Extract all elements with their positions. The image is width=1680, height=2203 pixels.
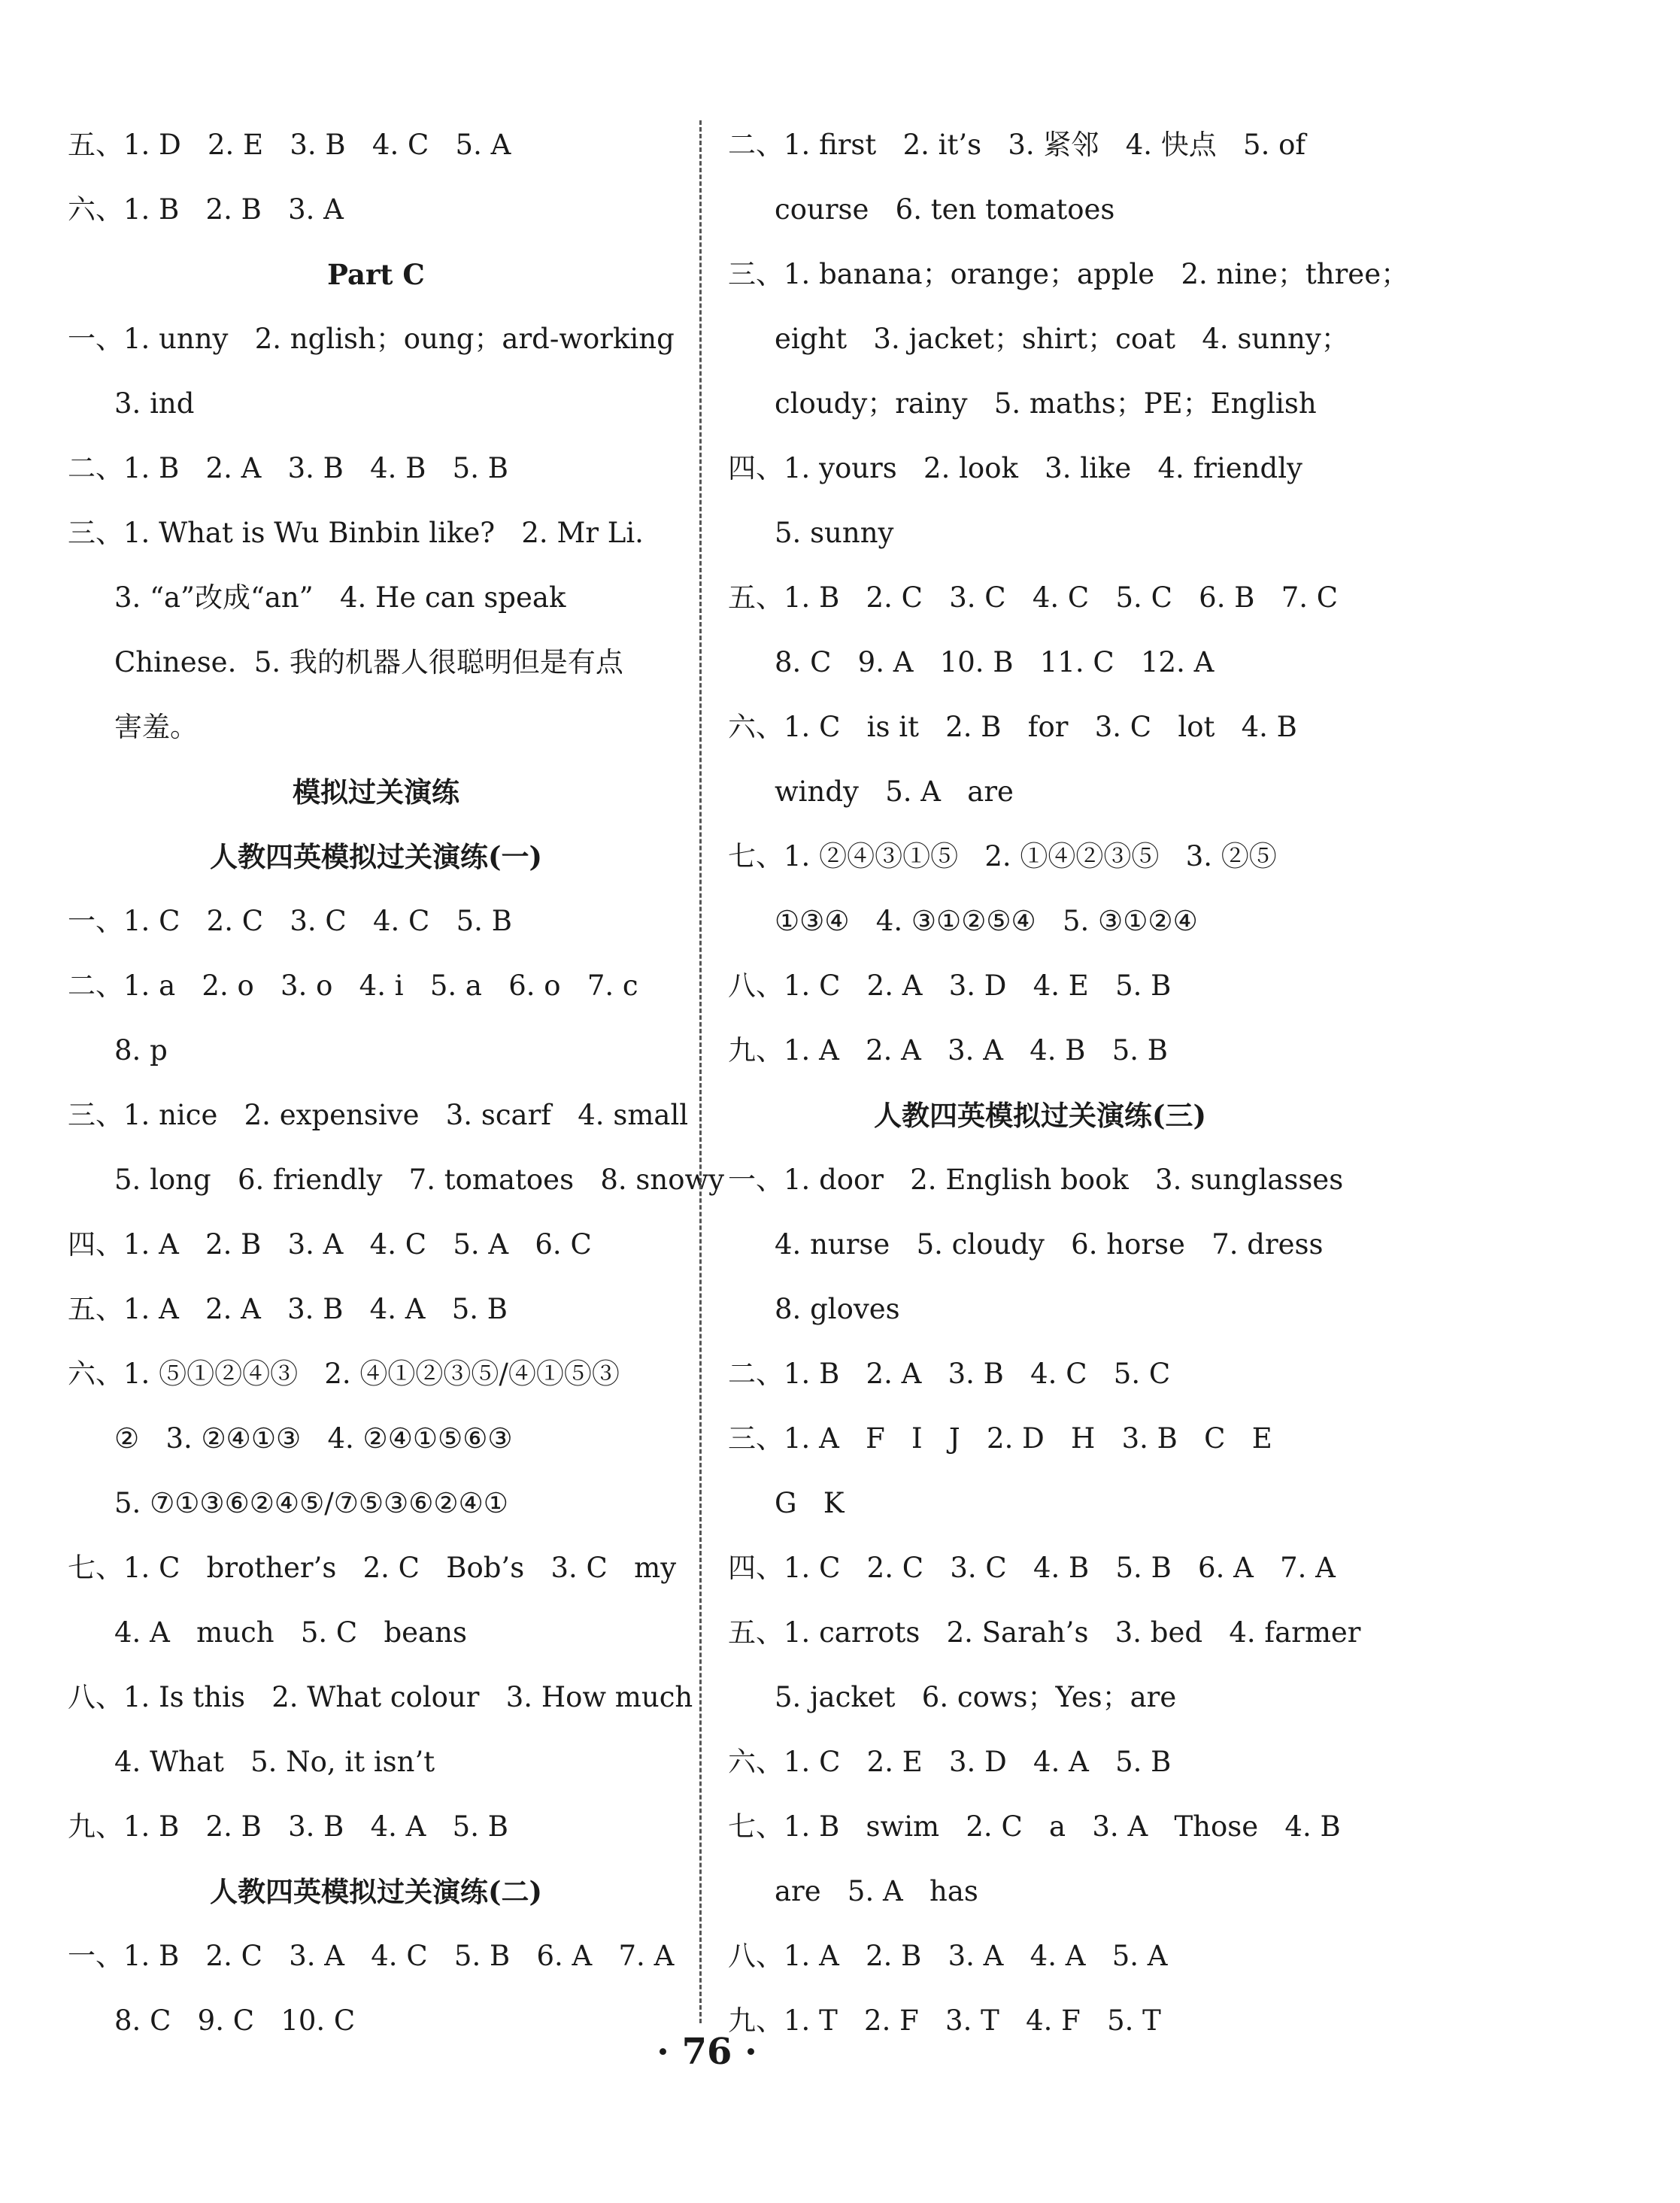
page-number: · 76 · — [657, 2031, 757, 2073]
left-answer-column — [68, 113, 725, 2053]
answer-line: 5. ⑦①③⑥②④⑤/⑦⑤③⑥②④① — [114, 1487, 508, 1519]
answer-line: 4. nurse 5. cloudy 6. horse 7. dress — [775, 1228, 1324, 1261]
answer-line: 五、1. carrots 2. Sarah’s 3. bed 4. farmer — [728, 1616, 1361, 1649]
answer-line: 九、1. T 2. F 3. T 4. F 5. T — [728, 2004, 1161, 2037]
answer-line: 六、1. C is it 2. B for 3. C lot 4. B — [728, 711, 1297, 743]
answer-line: 二、1. B 2. A 3. B 4. B 5. B — [68, 452, 508, 484]
answer-line: 8. C 9. A 10. B 11. C 12. A — [775, 646, 1215, 678]
answer-line: cloudy；rainy 5. maths；PE；English — [775, 387, 1317, 420]
answer-line: ② 3. ②④①③ 4. ②④①⑤⑥③ — [114, 1422, 513, 1455]
answer-line: 九、1. A 2. A 3. A 4. B 5. B — [728, 1034, 1168, 1067]
answer-line: eight 3. jacket；shirt；coat 4. sunny； — [775, 323, 1349, 355]
section-heading: 人教四英模拟过关演练(一) — [209, 840, 542, 873]
answer-line: 五、1. B 2. C 3. C 4. C 5. C 6. B 7. C — [728, 581, 1339, 614]
answer-line: 五、1. D 2. E 3. B 4. C 5. A — [68, 129, 511, 161]
right-answer-column — [728, 113, 1409, 2053]
answer-line: 八、1. C 2. A 3. D 4. E 5. B — [728, 970, 1172, 1002]
answer-line: 3. “a”改成“an” 4. He can speak — [114, 581, 566, 614]
answer-line: Chinese. 5. 我的机器人很聪明但是有点 — [114, 646, 623, 678]
answer-line: ①③④ 4. ③①②⑤④ 5. ③①②④ — [775, 905, 1198, 937]
answer-line: 三、1. A F I J 2. D H 3. B C E — [728, 1422, 1272, 1455]
section-heading: Part C — [327, 258, 425, 291]
answer-line: 8. C 9. C 10. C — [114, 2004, 356, 2037]
answer-line: 八、1. A 2. B 3. A 4. A 5. A — [728, 1940, 1168, 1972]
answer-line: 一、1. door 2. English book 3. sunglasses — [728, 1164, 1344, 1196]
answer-line: 七、1. ②④③①⑤ 2. ①④②③⑤ 3. ②⑤ — [728, 840, 1277, 872]
answer-line: 8. gloves — [775, 1293, 900, 1325]
answer-line: 四、1. C 2. C 3. C 4. B 5. B 6. A 7. A — [728, 1552, 1336, 1584]
answer-line: are 5. A has — [775, 1875, 978, 1907]
answer-line: 二、1. first 2. it’s 3. 紧邻 4. 快点 5. of — [728, 129, 1306, 161]
column-divider — [699, 120, 702, 2023]
answer-line: 二、1. a 2. o 3. o 4. i 5. a 6. o 7. c — [68, 970, 638, 1002]
answer-line: 三、1. nice 2. expensive 3. scarf 4. small — [68, 1099, 689, 1131]
answer-line: G K — [775, 1487, 845, 1519]
answer-line: 七、1. C brother’s 2. C Bob’s 3. C my — [68, 1552, 677, 1584]
answer-line: 8. p — [114, 1034, 168, 1067]
answer-line: 5. sunny — [775, 517, 894, 549]
answer-line: 5. long 6. friendly 7. tomatoes 8. snowy — [114, 1164, 725, 1196]
answer-line: 六、1. C 2. E 3. D 4. A 5. B — [728, 1746, 1172, 1778]
answer-line: 六、1. B 2. B 3. A — [68, 193, 344, 226]
answer-line: 一、1. C 2. C 3. C 4. C 5. B — [68, 905, 512, 937]
answer-line: 六、1. ⑤①②④③ 2. ④①②③⑤/④①⑤③ — [68, 1358, 620, 1390]
answer-line: 5. jacket 6. cows；Yes；are — [775, 1681, 1177, 1713]
answer-line: 八、1. Is this 2. What colour 3. How much — [68, 1681, 693, 1713]
section-heading: 人教四英模拟过关演练(二) — [209, 1875, 542, 1908]
answer-line: 4. What 5. No, it isn’t — [114, 1746, 435, 1778]
answer-line: 4. A much 5. C beans — [114, 1616, 467, 1649]
answer-line: 一、1. unny 2. nglish；oung；ard-working — [68, 323, 675, 355]
answer-line: 七、1. B swim 2. C a 3. A Those 4. B — [728, 1810, 1341, 1843]
answer-line: 四、1. A 2. B 3. A 4. C 5. A 6. C — [68, 1228, 592, 1261]
answer-line: 三、1. banana；orange；apple 2. nine；three； — [728, 258, 1409, 290]
answer-line: course 6. ten tomatoes — [775, 193, 1115, 226]
answer-line: 一、1. B 2. C 3. A 4. C 5. B 6. A 7. A — [68, 1940, 675, 1972]
answer-line: 三、1. What is Wu Binbin like? 2. Mr Li. — [68, 517, 644, 549]
answer-line: 九、1. B 2. B 3. B 4. A 5. B — [68, 1810, 508, 1843]
answer-line: windy 5. A are — [775, 775, 1014, 808]
section-heading: 模拟过关演练 — [293, 775, 459, 809]
answer-line: 害羞。 — [114, 711, 198, 743]
answer-line: 3. ind — [114, 387, 195, 420]
answer-line: 五、1. A 2. A 3. B 4. A 5. B — [68, 1293, 508, 1325]
section-heading: 人教四英模拟过关演练(三) — [873, 1099, 1206, 1132]
answer-line: 四、1. yours 2. look 3. like 4. friendly — [728, 452, 1302, 484]
answer-line: 二、1. B 2. A 3. B 4. C 5. C — [728, 1358, 1171, 1390]
